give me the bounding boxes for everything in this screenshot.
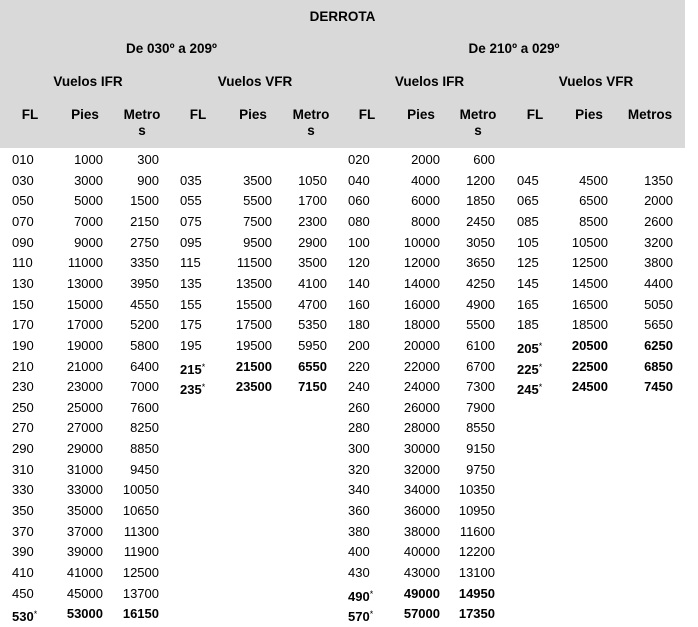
pies-cell: 28000: [403, 420, 440, 436]
pies-cell: 39000: [66, 544, 103, 560]
metros-cell: 4550: [130, 296, 159, 312]
pies-cell: 4000: [411, 172, 440, 188]
col-header-pies: Pies: [239, 107, 267, 122]
metros-cell: 3950: [130, 275, 159, 291]
metros-cell: 10350: [458, 482, 495, 498]
fl-cell: 280: [348, 420, 370, 436]
pies-cell: 12500: [571, 255, 608, 271]
fl-cell: 310: [12, 461, 34, 477]
metros-cell: 6550: [298, 358, 327, 374]
pies-cell: 1000: [74, 152, 103, 167]
col-header-fl: FL: [21, 107, 39, 122]
fl-cell: 120: [348, 255, 370, 271]
fl-cell: 140: [348, 275, 370, 291]
pies-cell: 41000: [66, 565, 103, 580]
metros-cell: 5950: [298, 337, 327, 353]
pies-cell: 45000: [66, 585, 103, 601]
metros-cell: 7150: [298, 379, 327, 395]
metros-cell: 10650: [122, 503, 159, 519]
asterisk-mark: *: [369, 588, 374, 599]
pies-cell: 18000: [403, 317, 440, 333]
pies-cell: 36000: [403, 503, 440, 519]
fl-cell: 430: [348, 565, 370, 580]
pies-cell: 11000: [67, 255, 103, 271]
fl-cell: 220: [348, 358, 370, 374]
pies-cell: 3000: [74, 172, 103, 188]
metros-cell: 4400: [644, 275, 673, 291]
group-heading: De 210º a 029º: [468, 41, 560, 56]
pies-cell: 17500: [235, 317, 272, 333]
metros-cell: 16150: [122, 606, 159, 622]
pies-cell: 26000: [403, 399, 440, 415]
pies-cell: 19000: [66, 337, 103, 353]
fl-cell: 300: [348, 441, 370, 457]
fl-cell: 235*: [180, 382, 206, 398]
asterisk-mark: *: [201, 361, 206, 372]
pies-cell: 16000: [403, 296, 440, 312]
metros-cell: 1350: [644, 172, 673, 188]
fl-cell: 400: [348, 544, 370, 560]
asterisk-mark: *: [538, 382, 543, 393]
fl-cell: 320: [348, 461, 370, 477]
metros-cell: 1850: [466, 193, 495, 209]
pies-cell: 15000: [66, 296, 103, 312]
fl-cell: 035: [180, 172, 202, 188]
metros-cell: 10050: [122, 482, 159, 498]
pies-cell: 22500: [571, 358, 608, 374]
metros-cell: 600: [473, 152, 495, 167]
metros-cell: 3050: [466, 234, 495, 250]
metros-cell: 11600: [459, 523, 495, 539]
metros-cell: 1050: [298, 172, 327, 188]
pies-cell: 3500: [243, 172, 272, 188]
metros-cell: 2000: [644, 193, 673, 209]
pies-cell: 23000: [66, 379, 103, 395]
pies-cell: 13000: [66, 275, 103, 291]
pies-cell: 25000: [66, 399, 103, 415]
pies-cell: 14000: [403, 275, 440, 291]
fl-cell: 115: [180, 255, 201, 271]
fl-cell: 185: [517, 317, 539, 333]
col-header-metros: Metro s: [123, 107, 161, 138]
metros-cell: 1200: [466, 172, 495, 188]
subgroup-heading: Vuelos IFR: [53, 74, 123, 89]
pies-cell: 27000: [66, 420, 103, 436]
fl-cell: 145: [517, 275, 539, 291]
pies-cell: 38000: [403, 523, 440, 539]
pies-cell: 11500: [236, 255, 272, 271]
pies-cell: 7000: [74, 213, 103, 229]
metros-cell: 5800: [130, 337, 159, 353]
fl-cell: 270: [12, 420, 34, 436]
fl-cell: 290: [12, 441, 34, 457]
fl-cell: 155: [180, 296, 202, 312]
pies-cell: 43000: [403, 565, 440, 580]
fl-cell: 225*: [517, 361, 543, 377]
pies-cell: 18500: [571, 317, 608, 333]
fl-cell: 260: [348, 399, 370, 415]
metros-cell: 4900: [466, 296, 495, 312]
asterisk-mark: *: [538, 361, 543, 372]
metros-cell: 8850: [130, 441, 159, 457]
metros-cell: 900: [137, 172, 159, 188]
metros-cell: 10950: [458, 503, 495, 519]
fl-cell: 380: [348, 523, 370, 539]
pies-cell: 21000: [66, 358, 103, 374]
fl-cell: 205*: [517, 340, 543, 356]
pies-cell: 37000: [66, 523, 103, 539]
fl-cell: 160: [348, 296, 370, 312]
metros-cell: 7000: [130, 379, 159, 395]
pies-cell: 24000: [403, 379, 440, 395]
fl-cell: 080: [348, 213, 370, 229]
metros-cell: 1700: [298, 193, 327, 209]
pies-cell: 10500: [571, 234, 608, 250]
pies-cell: 2000: [411, 152, 440, 167]
pies-cell: 20000: [403, 337, 440, 353]
table-header: [0, 0, 685, 148]
col-header-metros: Metros: [627, 107, 673, 122]
fl-cell: 130: [12, 275, 34, 291]
metros-cell: 4700: [298, 296, 327, 312]
col-header-fl: FL: [526, 107, 544, 122]
metros-cell: 5650: [644, 317, 673, 333]
col-header-pies: Pies: [407, 107, 435, 122]
pies-cell: 40000: [403, 544, 440, 560]
fl-cell: 360: [348, 503, 370, 519]
fl-cell: 095: [180, 234, 202, 250]
fl-cell: 200: [348, 337, 370, 353]
fl-cell: 050: [12, 193, 34, 209]
metros-cell: 1500: [130, 193, 159, 209]
pies-cell: 14500: [571, 275, 608, 291]
fl-cell: 090: [12, 234, 34, 250]
pies-cell: 5500: [243, 193, 272, 209]
pies-cell: 6000: [411, 193, 440, 209]
metros-cell: 13700: [122, 585, 159, 601]
fl-cell: 215*: [180, 361, 206, 377]
fl-cell: 135: [180, 275, 202, 291]
fl-cell: 490*: [348, 588, 374, 604]
pies-cell: 19500: [235, 337, 272, 353]
fl-cell: 570*: [348, 609, 374, 625]
fl-cell: 250: [12, 399, 34, 415]
metros-cell: 2600: [644, 213, 673, 229]
pies-cell: 9000: [74, 234, 103, 250]
pies-cell: 16500: [571, 296, 608, 312]
pies-cell: 10000: [403, 234, 440, 250]
pies-cell: 24500: [571, 379, 608, 395]
subgroup-heading: Vuelos VFR: [558, 74, 634, 89]
metros-cell: 8550: [466, 420, 495, 436]
pies-cell: 35000: [66, 503, 103, 519]
fl-cell: 350: [12, 503, 34, 519]
metros-cell: 12500: [122, 565, 159, 580]
pies-cell: 32000: [403, 461, 440, 477]
metros-cell: 5050: [644, 296, 673, 312]
fl-cell: 085: [517, 213, 539, 229]
fl-cell: 055: [180, 193, 202, 209]
pies-cell: 13500: [235, 275, 272, 291]
col-header-metros: Metro s: [459, 107, 497, 138]
subgroup-heading: Vuelos VFR: [217, 74, 293, 89]
fl-cell: 175: [180, 317, 202, 333]
pies-cell: 34000: [403, 482, 440, 498]
metros-cell: 2150: [130, 213, 159, 229]
metros-cell: 17350: [458, 606, 495, 622]
fl-cell: 030: [12, 172, 34, 188]
pies-cell: 6500: [579, 193, 608, 209]
pies-cell: 53000: [66, 606, 103, 622]
metros-cell: 3800: [644, 255, 673, 271]
metros-cell: 12200: [458, 544, 495, 560]
metros-cell: 4250: [466, 275, 495, 291]
fl-cell: 390: [12, 544, 34, 560]
fl-cell: 020: [348, 152, 370, 167]
fl-cell: 070: [12, 213, 34, 229]
metros-cell: 4100: [298, 275, 327, 291]
pies-cell: 4500: [579, 172, 608, 188]
metros-cell: 3350: [130, 255, 159, 271]
fl-cell: 075: [180, 213, 202, 229]
col-header-fl: FL: [189, 107, 207, 122]
fl-cell: 065: [517, 193, 539, 209]
fl-cell: 105: [517, 234, 539, 250]
metros-cell: 14950: [458, 585, 495, 601]
metros-cell: 2300: [298, 213, 327, 229]
metros-cell: 7900: [466, 399, 495, 415]
metros-cell: 7300: [466, 379, 495, 395]
asterisk-mark: *: [538, 340, 543, 351]
pies-cell: 8500: [579, 213, 608, 229]
metros-cell: 5200: [130, 317, 159, 333]
fl-cell: 230: [12, 379, 34, 395]
metros-cell: 6250: [644, 337, 673, 353]
fl-cell: 165: [517, 296, 539, 312]
metros-cell: 6700: [466, 358, 495, 374]
fl-cell: 245*: [517, 382, 543, 398]
metros-cell: 7600: [130, 399, 159, 415]
col-header-fl: FL: [358, 107, 376, 122]
fl-cell: 060: [348, 193, 370, 209]
metros-cell: 2750: [130, 234, 159, 250]
asterisk-mark: *: [369, 609, 374, 620]
pies-cell: 30000: [403, 441, 440, 457]
fl-cell: 150: [12, 296, 34, 312]
metros-cell: 6100: [466, 337, 495, 353]
metros-cell: 3500: [298, 255, 327, 271]
asterisk-mark: *: [33, 609, 38, 620]
metros-cell: 13100: [458, 565, 495, 580]
fl-cell: 340: [348, 482, 370, 498]
subgroup-heading: Vuelos IFR: [394, 74, 465, 89]
metros-cell: 6400: [130, 358, 159, 374]
col-header-pies: Pies: [575, 107, 603, 122]
pies-cell: 31000: [66, 461, 103, 477]
fl-cell: 330: [12, 482, 34, 498]
pies-cell: 33000: [66, 482, 103, 498]
fl-cell: 045: [517, 172, 539, 188]
metros-cell: 11300: [123, 523, 159, 539]
fl-cell: 370: [12, 523, 34, 539]
metros-cell: 3650: [466, 255, 495, 271]
pies-cell: 17000: [66, 317, 103, 333]
metros-cell: 9150: [466, 441, 495, 457]
pies-cell: 57000: [403, 606, 440, 622]
metros-cell: 2450: [466, 213, 495, 229]
pies-cell: 12000: [403, 255, 440, 271]
fl-cell: 170: [12, 317, 34, 333]
col-header-metros: Metro s: [292, 107, 330, 138]
pies-cell: 29000: [66, 441, 103, 457]
metros-cell: 6850: [644, 358, 673, 374]
metros-cell: 8250: [130, 420, 159, 436]
metros-cell: 11900: [123, 544, 159, 560]
fl-cell: 410: [12, 565, 34, 580]
metros-cell: 9450: [130, 461, 159, 477]
pies-cell: 8000: [411, 213, 440, 229]
fl-cell: 010: [12, 152, 34, 167]
fl-cell: 450: [12, 585, 34, 601]
fl-cell: 240: [348, 379, 370, 395]
pies-cell: 9500: [243, 234, 272, 250]
metros-cell: 5350: [298, 317, 327, 333]
fl-cell: 195: [180, 337, 202, 353]
col-header-pies: Pies: [71, 107, 99, 122]
fl-cell: 100: [348, 234, 370, 250]
metros-cell: 5500: [466, 317, 495, 333]
metros-cell: 2900: [298, 234, 327, 250]
fl-cell: 530*: [12, 609, 38, 625]
fl-cell: 040: [348, 172, 370, 188]
metros-cell: 3200: [644, 234, 673, 250]
fl-cell: 210: [12, 358, 34, 374]
fl-cell: 180: [348, 317, 370, 333]
pies-cell: 22000: [403, 358, 440, 374]
fl-cell: 190: [12, 337, 34, 353]
metros-cell: 9750: [466, 461, 495, 477]
pies-cell: 7500: [243, 213, 272, 229]
table-title: DERROTA: [309, 9, 376, 24]
pies-cell: 49000: [403, 585, 440, 601]
pies-cell: 23500: [235, 379, 272, 395]
asterisk-mark: *: [201, 382, 206, 393]
pies-cell: 21500: [235, 358, 272, 374]
fl-cell: 110: [12, 255, 33, 271]
fl-cell: 125: [517, 255, 539, 271]
pies-cell: 5000: [74, 193, 103, 209]
pies-cell: 15500: [235, 296, 272, 312]
metros-cell: 300: [137, 152, 159, 167]
group-heading: De 030º a 209º: [126, 41, 217, 56]
pies-cell: 20500: [571, 337, 608, 353]
metros-cell: 7450: [644, 379, 673, 395]
